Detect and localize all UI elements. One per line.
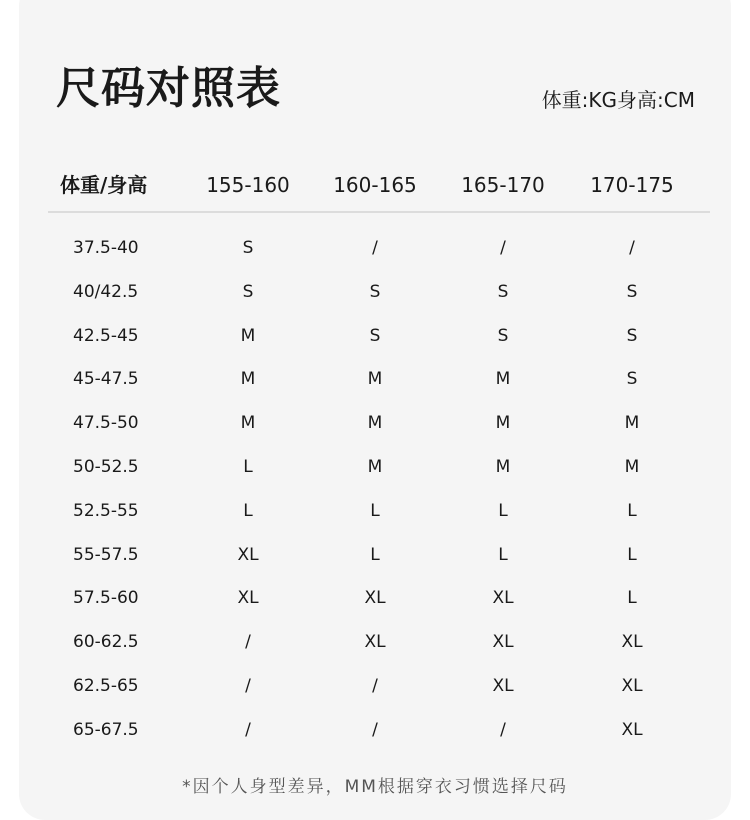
- size-cell: XL: [364, 632, 386, 653]
- page-title: 尺码对照表: [56, 63, 281, 114]
- unit-note: 体重:KG身高:CM: [541, 88, 695, 112]
- size-cell: L: [243, 456, 253, 477]
- size-cell: S: [497, 281, 509, 302]
- table-row: [0, 577, 750, 621]
- header-height-170-175: 170-175: [590, 173, 674, 197]
- weight-cell: 47.5-50: [73, 413, 139, 434]
- header-weight-height: 体重/身高: [60, 173, 148, 197]
- table-row: [0, 665, 750, 709]
- size-cell: M: [240, 325, 256, 346]
- weight-cell: 57.5-60: [73, 588, 139, 609]
- size-cell: S: [626, 281, 638, 302]
- size-cell: XL: [621, 675, 643, 696]
- footnote: *因个人身型差异，MM根据穿衣习惯选择尺码: [182, 777, 568, 797]
- table-row: [0, 446, 750, 490]
- size-cell: /: [500, 719, 506, 740]
- size-cell: XL: [492, 588, 514, 609]
- size-cell: XL: [621, 719, 643, 740]
- size-cell: XL: [237, 544, 259, 565]
- table-row: [0, 490, 750, 534]
- weight-cell: 50-52.5: [73, 456, 139, 477]
- header-height-155-160: 155-160: [206, 173, 290, 197]
- table-row: [0, 621, 750, 665]
- weight-cell: 40/42.5: [73, 281, 139, 302]
- size-cell: XL: [621, 632, 643, 653]
- table-row: [0, 709, 750, 753]
- size-cell: /: [372, 238, 378, 258]
- size-cell: L: [627, 500, 637, 521]
- table-header: [0, 165, 750, 205]
- size-cell: M: [367, 456, 383, 477]
- size-cell: /: [372, 675, 378, 696]
- size-cell: M: [495, 456, 511, 477]
- header-divider: [48, 211, 710, 213]
- size-cell: XL: [492, 675, 514, 696]
- weight-cell: 52.5-55: [73, 500, 139, 521]
- size-cell: S: [497, 325, 509, 346]
- size-cell: M: [367, 369, 383, 390]
- size-cell: S: [369, 325, 381, 346]
- size-cell: /: [629, 238, 635, 258]
- size-cell: L: [498, 544, 508, 565]
- weight-cell: 42.5-45: [73, 325, 139, 346]
- table-row: [0, 534, 750, 578]
- size-cell: L: [370, 544, 380, 565]
- size-cell: M: [240, 413, 256, 434]
- size-cell: S: [242, 238, 254, 258]
- size-cell: XL: [492, 632, 514, 653]
- size-cell: XL: [364, 588, 386, 609]
- weight-cell: 65-67.5: [73, 719, 139, 740]
- size-cell: M: [240, 369, 256, 390]
- header-height-160-165: 160-165: [333, 173, 417, 197]
- table-row: [0, 315, 750, 359]
- size-cell: M: [495, 369, 511, 390]
- size-cell: S: [626, 369, 638, 390]
- size-cell: L: [627, 544, 637, 565]
- size-cell: XL: [237, 588, 259, 609]
- size-cell: S: [369, 281, 381, 302]
- size-cell: /: [245, 632, 251, 653]
- size-cell: S: [242, 281, 254, 302]
- weight-cell: 37.5-40: [73, 238, 139, 258]
- size-cell: M: [495, 413, 511, 434]
- header-height-165-170: 165-170: [461, 173, 545, 197]
- size-cell: L: [498, 500, 508, 521]
- weight-cell: 45-47.5: [73, 369, 139, 390]
- size-cell: M: [367, 413, 383, 434]
- size-cell: M: [624, 456, 640, 477]
- size-cell: M: [624, 413, 640, 434]
- size-cell: /: [245, 719, 251, 740]
- table-row: [0, 271, 750, 315]
- size-cell: /: [500, 238, 506, 258]
- size-cell: /: [245, 675, 251, 696]
- size-cell: L: [627, 588, 637, 609]
- size-cell: S: [626, 325, 638, 346]
- size-cell: L: [243, 500, 253, 521]
- weight-cell: 62.5-65: [73, 675, 139, 696]
- weight-cell: 60-62.5: [73, 632, 139, 653]
- table-row: [0, 358, 750, 402]
- table-row: [0, 227, 750, 271]
- size-cell: /: [372, 719, 378, 740]
- weight-cell: 55-57.5: [73, 544, 139, 565]
- table-row: [0, 402, 750, 446]
- table-body: [0, 227, 750, 753]
- size-cell: L: [370, 500, 380, 521]
